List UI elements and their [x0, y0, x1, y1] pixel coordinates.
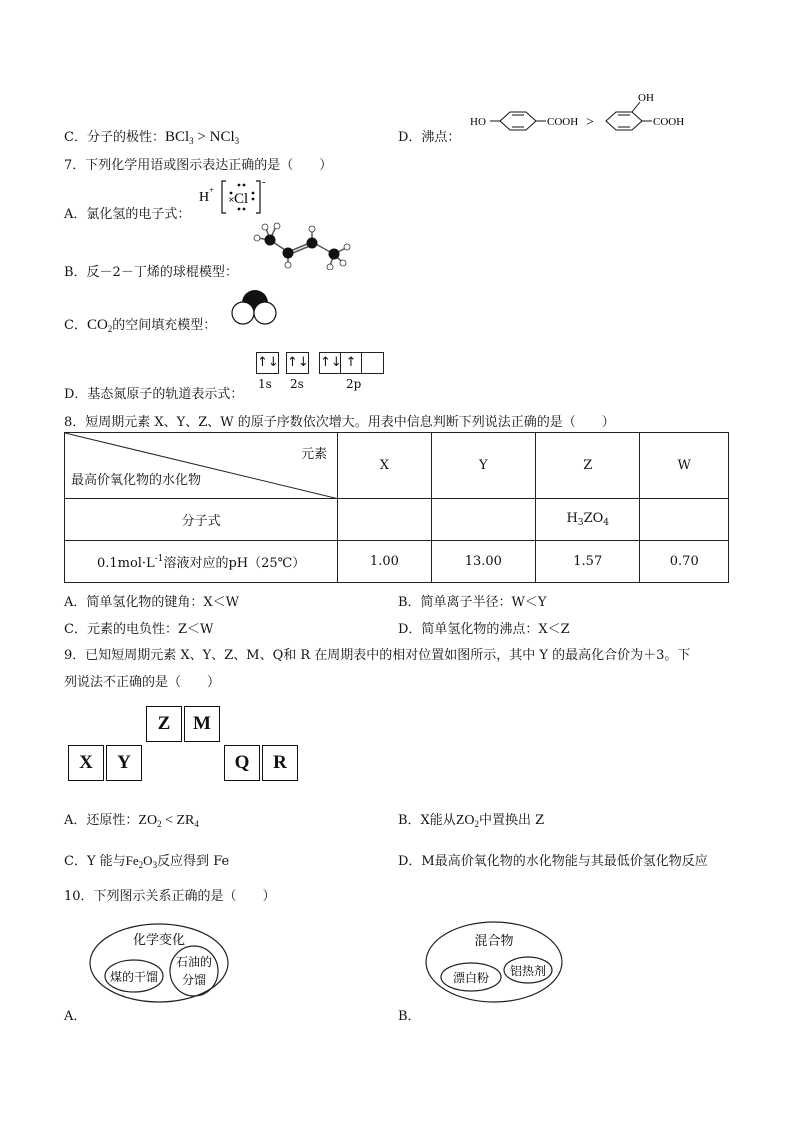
q7-option-a: A．氯化氢的电子式： — [64, 207, 191, 222]
orbital-2s: ↑↓ — [286, 352, 309, 374]
orbital-label-2p: 2p — [346, 377, 362, 391]
label-petroleum-line1: 石油的 — [175, 955, 213, 969]
q9-option-d: D．M最高价氧化物的水化物能与其最低价氢化物反应 — [398, 854, 708, 869]
q7-option-d: D．基态氮原子的轨道表示式： — [64, 387, 244, 402]
cooh-label-1: COOH — [547, 116, 579, 128]
oh-label: OH — [638, 92, 654, 104]
cell-formula-w — [640, 499, 729, 541]
col-w: W — [640, 433, 729, 499]
orbital-1s: ↑↓ — [256, 352, 279, 374]
col-z: Z — [536, 433, 640, 499]
q8-option-d: D．简单氢化物的沸点：X＜Z — [398, 622, 570, 637]
cooh-label-2: COOH — [653, 116, 685, 128]
orbital-2p: ↑↓ ↑ — [319, 352, 384, 374]
q8-stem: 8．短周期元素 X、Y、Z、W 的原子序数依次增大。用表中信息判断下列说法正确的是（ ） — [64, 415, 615, 430]
periodic-cell-z: Z — [146, 706, 182, 742]
hcl-electron-formula — [196, 175, 276, 217]
diagram-b — [424, 920, 564, 1004]
q8-option-a: A．简单氢化物的键角：X＜W — [64, 595, 240, 610]
header-element: 元素 — [301, 447, 328, 462]
orbital-label-1s: 1s — [258, 377, 272, 391]
q10-option-b-label: B． — [398, 1009, 421, 1024]
header-hydroxide: 最高价氧化物的水化物 — [71, 473, 202, 488]
q7-option-c: C．$CO_2$的空间填充模型： — [64, 317, 217, 334]
q8-option-b: B．简单离子半径：W＜Y — [398, 595, 547, 610]
q7-stem: 7．下列化学用语或图示表达正确的是（ ） — [64, 158, 333, 173]
row-formula-label: 分子式 — [65, 499, 338, 541]
svg-text:+: + — [209, 185, 215, 195]
label-petroleum-line2: 分馏 — [181, 973, 207, 987]
periodic-cell-q: Q — [224, 745, 260, 781]
q7-option-b: B．反－2－丁烯的球棍模型： — [64, 265, 238, 280]
q9-option-c: C．Y 能与$Fe_2O_3$反应得到 Fe — [64, 853, 230, 870]
ho-label: HO — [470, 116, 486, 128]
boiling-point-structures — [468, 88, 698, 140]
label-bleaching-powder: 漂白粉 — [452, 971, 490, 985]
col-y: Y — [431, 433, 535, 499]
periodic-cell-x: X — [68, 745, 104, 781]
q10-option-a-label: A． — [64, 1009, 87, 1024]
cell-formula-x — [338, 499, 431, 541]
table-diagonal-header — [65, 433, 338, 499]
q9-option-a: A．还原性：$ZO_2 < ZR_4$ — [64, 813, 199, 829]
row-ph-label: $0.1mol\cdot L^{-1}$溶液对应的pH（25℃） — [65, 541, 338, 583]
ellipse-petroleum-fractionation — [170, 946, 218, 996]
q9-stem-line1: 9．已知短周期元素 X、Y、Z、M、Q和 R 在周期表中的相对位置如图所示，其中 Y 的最高化合价为＋3。下 — [64, 648, 691, 663]
q8-option-c: C．元素的电负性：Z＜W — [64, 622, 214, 637]
label-thermite: 铝热剂 — [509, 964, 547, 978]
greater-than: > — [586, 115, 594, 130]
orbital-label-2s: 2s — [290, 377, 304, 391]
cell-formula-y — [431, 499, 535, 541]
label-chemical-change: 化学变化 — [132, 933, 186, 948]
svg-text:H: H — [199, 190, 210, 205]
svg-text:Cl: Cl — [234, 191, 249, 207]
cell-ph-w: 0.70 — [640, 541, 729, 583]
cell-ph-x: 1.00 — [338, 541, 431, 583]
q9-option-b: B．X能从$ZO_2$中置换出 Z — [398, 813, 545, 829]
col-x: X — [338, 433, 431, 499]
periodic-cell-y: Y — [106, 745, 142, 781]
cell-ph-y: 13.00 — [431, 541, 535, 583]
svg-text:×: × — [228, 195, 235, 204]
cell-ph-z: 1.57 — [536, 541, 640, 583]
label-mixture: 混合物 — [474, 934, 514, 949]
q8-table — [64, 432, 729, 583]
svg-text:-: - — [262, 176, 266, 188]
trans-2-butene-ball-stick-model — [250, 222, 354, 270]
label-coal-distillation: 煤的干馏 — [109, 970, 159, 984]
periodic-cell-m: M — [184, 706, 220, 742]
q6-option-d: D．沸点： — [398, 130, 461, 145]
periodic-cell-r: R — [262, 745, 298, 781]
co2-space-filling-model — [228, 287, 280, 329]
q6-option-c: C．分子的极性：BCl$_3$ > NCl$_3$ — [64, 129, 240, 146]
q9-stem-line2: 列说法不正确的是（ ） — [64, 675, 221, 690]
cell-formula-z: $H_3ZO_4$ — [536, 499, 640, 541]
diagram-a — [88, 922, 230, 1004]
q10-stem: 10．下列图示关系正确的是（ ） — [64, 889, 276, 904]
